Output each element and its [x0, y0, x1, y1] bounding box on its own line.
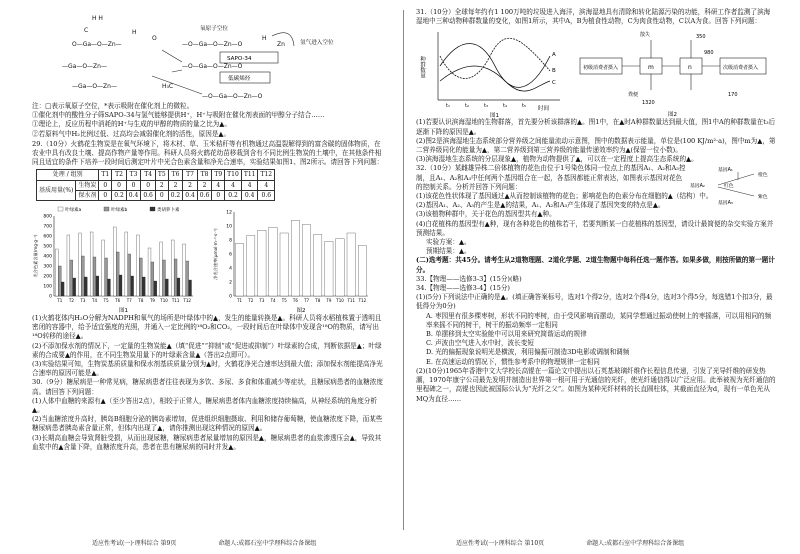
y-tick-label: 2 [229, 280, 232, 286]
q32-part-6: 预期结果：▲。 [426, 247, 471, 256]
reaction-mechanism-diagram [32, 6, 387, 102]
table-cell: 0 [112, 180, 127, 190]
svg-text:—O—Ga—O—Zn—O: —O—Ga—O—Zn—O [182, 63, 243, 70]
y-tick-label: 800 [43, 214, 52, 220]
table-cell: 2 [168, 180, 183, 190]
x-tick-label: T11 [171, 298, 180, 304]
x-tick-label: T9 [326, 298, 332, 304]
table-cell: 4 [258, 180, 275, 190]
table-cell: 0.4 [241, 190, 258, 200]
bar-类胡萝卜素-T8 [142, 277, 145, 296]
table-head: T2 [112, 170, 127, 180]
tick-t5: t₅ [522, 103, 526, 110]
table-head: T7 [183, 170, 198, 180]
bar-叶绿素b-T12 [186, 261, 189, 296]
bar-叶绿素a-T7 [125, 232, 128, 296]
note-4: ②若原料气中H₂比例过低、过高均会减弱催化剂的活性，原因是▲。 [32, 129, 231, 138]
table-cell: 0.4 [126, 190, 141, 200]
bar-叶绿素a-T2 [67, 235, 70, 296]
q31-part-1: (1)若要认识滨海湿地的生物群落，首先要分析该群落的▲。图1中，在▲时A种群数量达到最大值，图1中A的种群数量在t₃后逐渐下降的原因是▲。 [416, 118, 776, 136]
x-tick-label: T5 [281, 298, 287, 304]
y-axis-label: 净光合速率(μmol·m⁻²·s⁻¹) [213, 228, 218, 280]
color-red: 红色 [724, 184, 734, 190]
bar-类胡萝卜素-T3 [84, 277, 87, 296]
bar-叶绿素a-T1 [55, 249, 58, 296]
x-tick-label: T12 [183, 298, 191, 304]
y-tick-label: 0 [49, 294, 52, 300]
svg-text:—Ga—O—Zn—: —Ga—O—Zn— [62, 63, 107, 70]
table-cell: 0.2 [168, 190, 183, 200]
gene-a2: 基因A₂ [690, 184, 705, 190]
x-tick-label: T2 [68, 298, 74, 304]
y-tick-label: 12 [226, 210, 232, 216]
box-n-label: n [688, 64, 692, 72]
bar-类胡萝卜素-T10 [165, 279, 168, 296]
table-head: T12 [258, 170, 275, 180]
question-33: 33.【物理——选修3-3】(15分)(略) [416, 274, 522, 283]
table-cell: 4 [225, 180, 242, 190]
box-m-label: m [648, 64, 654, 72]
q29-part-3: (3)实验结果可知，生物炭基质质量和保水剂基质质量分别为▲时，火鹤花净光合速率达到最大值；添加保水剂能提高净光合速率的原因可能是▲。 [32, 360, 383, 378]
tick-t2: t₂ [465, 103, 469, 110]
q30-part-2: (2)当血糖浓度升高时，胰岛B细胞分泌的胰岛素增加，促进组织细胞摄取、利用和储存葡萄糖，使血糖浓度下降，而某些糖尿病患者胰岛素含量正常，但体内出现了▲，请你推测出现这种情况的原因▲。 [32, 415, 383, 433]
curve-label-a: A [552, 52, 556, 59]
x-tick-label: T7 [304, 298, 310, 304]
bar-净光合速率-T9 [325, 241, 333, 296]
y-tick-label: 6 [229, 252, 232, 258]
table-sub-label: 生物炭 [76, 180, 99, 190]
table-cell: 0 [141, 180, 156, 190]
q31-part-2: (2)图2是滨海湿地生态系统部分营养级之间能量流动示意图，图中的数据表示能量，单位是(100 KJ/m²·a)，图中m为▲，第二营养级同化的能量为▲，第二营养级到第三营养级的能量传递效率约为▲(保留一位小数)。 [416, 136, 776, 155]
svg-text:—O—Ga—O—Zn—O: —O—Ga—O—Zn—O [202, 93, 263, 100]
x-axis-label: 时间 [538, 106, 550, 113]
table-cell: 0.6 [141, 190, 156, 200]
bar-类胡萝卜素-T9 [154, 281, 157, 296]
bar-叶绿素b-T4 [93, 257, 96, 296]
x-tick-label: T6 [292, 298, 298, 304]
bar-类胡萝卜素-T5 [108, 279, 111, 296]
table-cell: 0.2 [112, 190, 127, 200]
bar-净光合速率-T12 [358, 246, 366, 296]
table-cell: 0 [99, 180, 112, 190]
left-column [32, 0, 387, 554]
option-a: A. 枣园里有很多棵枣树，形状不同的枣树，由于受风影响而摆动，某同学想通过振动使树上的枣摇落，可以用相同的频率来摇不同的树干，树干的振动频率一定相同 [426, 311, 772, 329]
curve-label-c: C [552, 80, 556, 87]
question-34: 34.【物理——选修3-4】(15分) [416, 284, 510, 293]
box-primary-intake-label: 初级消费者摄入 [583, 65, 619, 72]
value-1320: 1320 [642, 100, 655, 107]
x-tick-label: T12 [358, 298, 367, 304]
q32-part-5: 实验方案：▲。 [426, 238, 471, 247]
x-tick-label: T3 [80, 298, 86, 304]
y-tick-label: 500 [43, 244, 52, 250]
table-corner: 处理 / 组别 [37, 170, 99, 180]
bar-叶绿素b-T9 [151, 262, 154, 296]
color-orange: 橙色 [758, 173, 768, 179]
question-32: 32.（10分）某雌雄异株二倍体植物的花色由位于1号染色体同一位点上的基因A₁、A₂和A₃控制，且A₁、A₂和A₃中任何两个基因组合在一起，各基因都能正常表达，如图表示基因对花色的控制关系。分析并回答下列问题： [416, 164, 686, 191]
figure-2-chart [212, 204, 372, 314]
svg-text:H₃C: H₃C [162, 83, 174, 90]
tick-t4: t₄ [503, 103, 507, 110]
bar-类胡萝卜素-T7 [131, 276, 134, 296]
q34-part-1: (1)(5分)下列说法中正确的是▲。(填正确答案标号，选对1个得2分，选对2个得4分，选对3个得5分，每选错1个扣3分，最低得分为0分) [416, 293, 773, 311]
figures-row [32, 204, 387, 314]
table-cell: 2 [183, 180, 198, 190]
x-tick-label: T11 [347, 298, 356, 304]
table-head: T4 [141, 170, 156, 180]
x-tick-label: T4 [270, 298, 276, 304]
right-footer-page: 适应性考试(一)·理科综合 第10页 [456, 539, 545, 547]
x-tick-label: T6 [115, 298, 121, 304]
svg-text:Zn: Zn [277, 41, 285, 48]
bar-叶绿素a-T12 [183, 244, 186, 296]
svg-text:O: O [152, 35, 157, 42]
chart-caption: 图1 [119, 308, 128, 315]
box-secondary-intake-label: 次级消费者摄入 [723, 65, 759, 72]
question-30: 30.（9分）糖尿病是一种常见病，糖尿病患者往往表现为多饮、多尿、多食和体重减少等症状，且糖尿病患者的血糖浓度高。请回答下列问题： [32, 378, 383, 396]
bar-叶绿素a-T11 [171, 240, 174, 296]
option-d: D. 光的偏振现象说明光是横波，利用偏振可制造3D电影或调制和调频 [426, 348, 630, 357]
table-cell: 0 [99, 190, 112, 200]
bar-叶绿素b-T5 [105, 258, 108, 296]
bar-叶绿素b-T3 [81, 256, 84, 296]
left-footer [92, 539, 316, 548]
bar-净光合速率-T2 [247, 236, 255, 296]
legend-label: 叶绿素b [111, 208, 128, 214]
table-cell: 2 [155, 180, 168, 190]
svg-text:H: H [262, 35, 267, 42]
chart-caption: 图2 [296, 308, 306, 315]
table-row-label: 基质用量(%) [37, 180, 76, 200]
y-tick-label: 300 [43, 264, 52, 270]
bar-净光合速率-T3 [258, 230, 266, 296]
q32-part-3: (3)该植物种群中，关于花色的基因型共有▲种。 [416, 210, 556, 219]
table-cell: 2 [197, 180, 212, 190]
option-b: B. 单摆移到太空实验舱中可以用来研究简谐运动的规律 [426, 330, 587, 339]
table-cell: 0.6 [197, 190, 212, 200]
tick-t1: t₁ [446, 103, 450, 110]
y-axis-label: 种群数量 [419, 56, 425, 79]
gene-a1: 基因A₁ [718, 168, 733, 174]
svg-text:H H: H H [92, 15, 103, 22]
svg-text:—O—Ga—O—Zn—O: —O—Ga—O—Zn—O [182, 41, 243, 48]
y-tick-label: 400 [43, 254, 52, 260]
bar-叶绿素a-T4 [90, 232, 93, 296]
x-tick-label: T2 [248, 298, 254, 304]
right-footer [456, 539, 684, 548]
svg-text:—Ga—O—Zn—: —Ga—O—Zn— [72, 83, 117, 90]
svg-text:O—Ga—O—Zn—: O—Ga—O—Zn— [72, 41, 122, 48]
table-head: T1 [99, 170, 112, 180]
bar-叶绿素a-T6 [113, 227, 116, 296]
q30-part-1: (1)人体中血糖的来源有▲（至少答出2点），相较于正常人，糖尿病患者体内血糖浓度持续偏高，从神经系统的角度分析▲。 [32, 396, 377, 415]
curve-label-b: B [552, 68, 556, 75]
fig1-caption: 图1 [490, 113, 499, 120]
column-divider [403, 10, 404, 530]
note-3: ①理论上，反应历程中消耗的H⁺与生成的甲醇的物质的量之比为▲。 [32, 120, 231, 129]
gene-control-diagram [688, 164, 776, 208]
figure-1-chart [32, 204, 197, 314]
x-tick-label: T3 [259, 298, 265, 304]
bar-叶绿素a-T5 [102, 240, 105, 296]
population-curve-figure [420, 26, 570, 118]
gene-a3: 基因A₃ [718, 201, 733, 207]
bar-净光合速率-T5 [280, 233, 288, 296]
y-axis-label: 光合色素含量(mg·g⁻¹) [33, 234, 38, 278]
value-980: 980 [704, 50, 714, 57]
x-tick-label: T4 [92, 298, 98, 304]
x-tick-label: T8 [138, 298, 144, 304]
legend-swatch [58, 207, 63, 211]
curve-a [440, 44, 550, 88]
bar-净光合速率-T1 [235, 244, 243, 297]
y-tick-label: 100 [43, 284, 52, 290]
curve-c [440, 66, 550, 91]
table-cell: 4 [241, 180, 258, 190]
table-head: T10 [225, 170, 242, 180]
table-head: T9 [212, 170, 225, 180]
q34-part-2: (2)(10分)1965年香港中文大学校长高锟在一篇论文中提出以石英基玻璃纤维作长程信息传递，引发了光导纤维的研发热潮，1970年康宁公司最先发明并制造出世界第一根可用于光通信的光纤，使光纤通信得以广泛应用。此举被视为光纤通信的里程碑之一，高锟也因此被国际公认为“光纤之父”。如图为某种光纤材料的长直圆柱体，其截面直径为d，现有一单色光从MQ为直径…… [416, 366, 776, 403]
legend-swatch [104, 207, 109, 211]
x-tick-label: T1 [237, 298, 243, 304]
x-tick-label: T5 [103, 298, 109, 304]
bar-叶绿素b-T6 [116, 252, 119, 296]
legend-swatch [150, 207, 155, 211]
note-2: ①催化剂中的酸性分子筛SAPO-34与氢气能够提供H⁺，H⁺与吸附在催化剂表面的甲醇分子结合…… [32, 111, 325, 120]
q32-part-1: (1)该花色性状体现了基因通过▲从而控制该植物的花色；影响花色的色素分布在细胞的▲（结构）中。 [416, 192, 713, 201]
x-tick-label: T10 [160, 298, 168, 304]
bar-类胡萝卜素-T1 [61, 282, 64, 296]
treatment-table [36, 169, 275, 201]
y-tick-label: 200 [43, 274, 52, 280]
table-head: T5 [155, 170, 168, 180]
svg-text:H: H [132, 29, 137, 36]
bar-净光合速率-T7 [302, 225, 310, 296]
y-tick-label: 700 [43, 224, 52, 230]
left-footer-page: 适应性考试(一)·理科综合 第9页 [92, 539, 177, 547]
q32-part-2: (2)基因A₁、A₂、A₃的产生是▲的结果，A₁、A₂和A₃产生体现了基因突变的特点是▲。 [416, 201, 665, 210]
legend-label: 叶绿素a [65, 208, 82, 214]
svg-text:C: C [84, 27, 89, 34]
bar-净光合速率-T11 [347, 233, 355, 296]
y-tick-label: 0 [229, 294, 232, 300]
right-column [416, 0, 776, 554]
feces-label: 粪便 [628, 92, 639, 99]
olefin-label: 低碳烯烃 [228, 76, 251, 82]
table-sub-label: 保水剂 [76, 190, 99, 200]
x-tick-label: T7 [126, 298, 132, 304]
bar-类胡萝卜素-T4 [96, 276, 99, 296]
y-tick-label: 10 [226, 224, 232, 230]
y-tick-label: 4 [229, 266, 232, 272]
loss-label-1: 散失 [640, 32, 651, 39]
x-tick-label: T9 [149, 298, 155, 304]
bar-类胡萝卜素-T6 [119, 275, 122, 296]
tick-t3: t₃ [484, 103, 488, 110]
energy-flow-figure [578, 26, 778, 118]
bar-叶绿素a-T10 [160, 242, 163, 296]
left-footer-author: 命题人:成都石室中学理科综合备课组 [218, 539, 317, 547]
option-e: E. 在高速运动的情况下，惯性参考系中的物理规律一定相同 [426, 357, 600, 366]
q30-part-3: (3)长期高血糖会导致肾脏受损，从而出现尿糖，糖尿病患者尿量增加的原因是▲，糖尿病患者的血浆渗透压会▲，导致其血浆中的▲含量下降，血糖浓度升高，患者在患有糖尿病的同时并发▲。 [32, 433, 382, 451]
flow-arrows [622, 40, 720, 90]
q31-figures [416, 26, 776, 118]
bar-叶绿素b-T1 [58, 266, 61, 296]
fig2-caption: 图2 [668, 112, 677, 119]
right-footer-author: 命题人:成都石室中学理科综合备课组 [586, 539, 685, 547]
question-29: 29.（10分）火鹤花生物炭是在氧气环境下，将木材、草、玉米秸秆等有机物通过高温裂解得到的富含碳的固体物质，在农业中具有改良土壤、提高作物产量等作用。科研人员将火鹤花幼苗移栽到含有不同比例生物炭的土壤中，在其他条件相同且适宜的条件下培养一段时间后测定叶片中光合色素含量和净光合速率，实验结果如图1、图2所示。请回答下列问题： [32, 139, 384, 167]
table-cell: 0.2 [225, 190, 242, 200]
q32-part-4: (4)白花植株的基因型有▲种，现有各种花色的植株若干，若要判断某一白花植株的基因型，请设计最简便的杂交实验方案并预测结果。 [416, 219, 774, 237]
bar-类胡萝卜素-T2 [73, 278, 76, 296]
hydrogen-label: 氢气进入空位 [300, 40, 334, 46]
value-350: 350 [696, 34, 706, 41]
table-head: T6 [168, 170, 183, 180]
option-c: C. 声波由空气进入水中时，波长变短 [426, 339, 534, 348]
table-head: T8 [197, 170, 212, 180]
question-31: 31.（10分）全球每年约有1 100万吨的垃圾进入海洋，滨海湿地具有清除和转化陆源污染的功能，科研工作者监测了滨海湿地中三种动物种群数量的变化，如图1所示，其中A，B为植食性动物，C为肉食性动物，C以A为食。回答下列问题： [416, 8, 771, 26]
note-1: 注：□表示氧原子空位，*表示吸附在催化剂上的微粒。 [32, 102, 194, 110]
reaction-arrows [152, 50, 202, 94]
table-cell: 0.4 [183, 190, 198, 200]
bar-叶绿素b-T10 [163, 260, 166, 296]
table-cell: 0.6 [258, 190, 275, 200]
bar-类胡萝卜素-T11 [177, 278, 180, 296]
x-tick-label: T1 [57, 298, 63, 304]
y-tick-label: 600 [43, 234, 52, 240]
bar-净光合速率-T4 [269, 227, 277, 296]
legend-label: 类胡萝卜素 [157, 208, 180, 214]
bar-类胡萝卜素-T12 [189, 280, 192, 296]
bar-叶绿素b-T7 [128, 254, 131, 296]
table-cell: 0 [212, 190, 225, 200]
table-cell: 0 [126, 180, 141, 190]
bar-叶绿素b-T8 [139, 258, 142, 296]
table-head: T3 [126, 170, 141, 180]
x-tick-label: T8 [315, 298, 321, 304]
section-2-heading: (二)选考题：共45分。请考生从2道物理题、2道化学题、2道生物题中每科任选一题作答。如果多做，则按所做的第一题计分。 [416, 256, 775, 274]
table-cell: 0 [155, 190, 168, 200]
bar-叶绿素a-T8 [136, 235, 139, 296]
bar-净光合速率-T10 [336, 239, 344, 296]
q29-part-1: (1)火鹤花体内H₂O分解为NADPH和氧气的场所是叶绿体中的▲，发生的能量转换是▲。科研人员将水稻植株置于透明且密闭的容器中，给予适宜强度的光照，并通入一定比例的¹⁸O₂和CO₂，一段时间后在叶绿体中发现含¹⁸O的物质，请写出¹⁸O转移的途径▲。 [32, 314, 382, 341]
q29-part-2: (2)不添加保水剂的情况下，一定量的生物炭能▲（填“促进”“抑制”或“促进或抑制”）叶绿素的合成，判断依据是▲；叶绿素的合成要▲的作用，在不同生物炭用量下的叶绿素含量▲（答出2点即可）。 [32, 341, 382, 359]
x-tick-label: T10 [336, 298, 344, 304]
bar-净光合速率-T8 [314, 234, 322, 296]
bar-叶绿素a-T3 [79, 233, 82, 296]
bar-叶绿素a-T9 [148, 248, 151, 296]
vacancy-label: 氧原子空位 [200, 26, 228, 32]
table-head: T11 [241, 170, 258, 180]
bar-叶绿素b-T2 [70, 260, 73, 296]
bar-叶绿素b-T11 [174, 259, 177, 296]
q31-part-3: (3)滨海湿地生态系统的分层现象▲，植物为动物提供了▲，可以在一定程度上提高生态系统的▲。 [416, 155, 698, 164]
table-cell: 4 [212, 180, 225, 190]
color-purple: 紫色 [758, 195, 768, 201]
sapo-label: SAPO-34 [227, 56, 252, 62]
bar-净光合速率-T6 [291, 220, 299, 296]
value-170: 170 [728, 92, 738, 99]
y-tick-label: 8 [229, 238, 232, 244]
